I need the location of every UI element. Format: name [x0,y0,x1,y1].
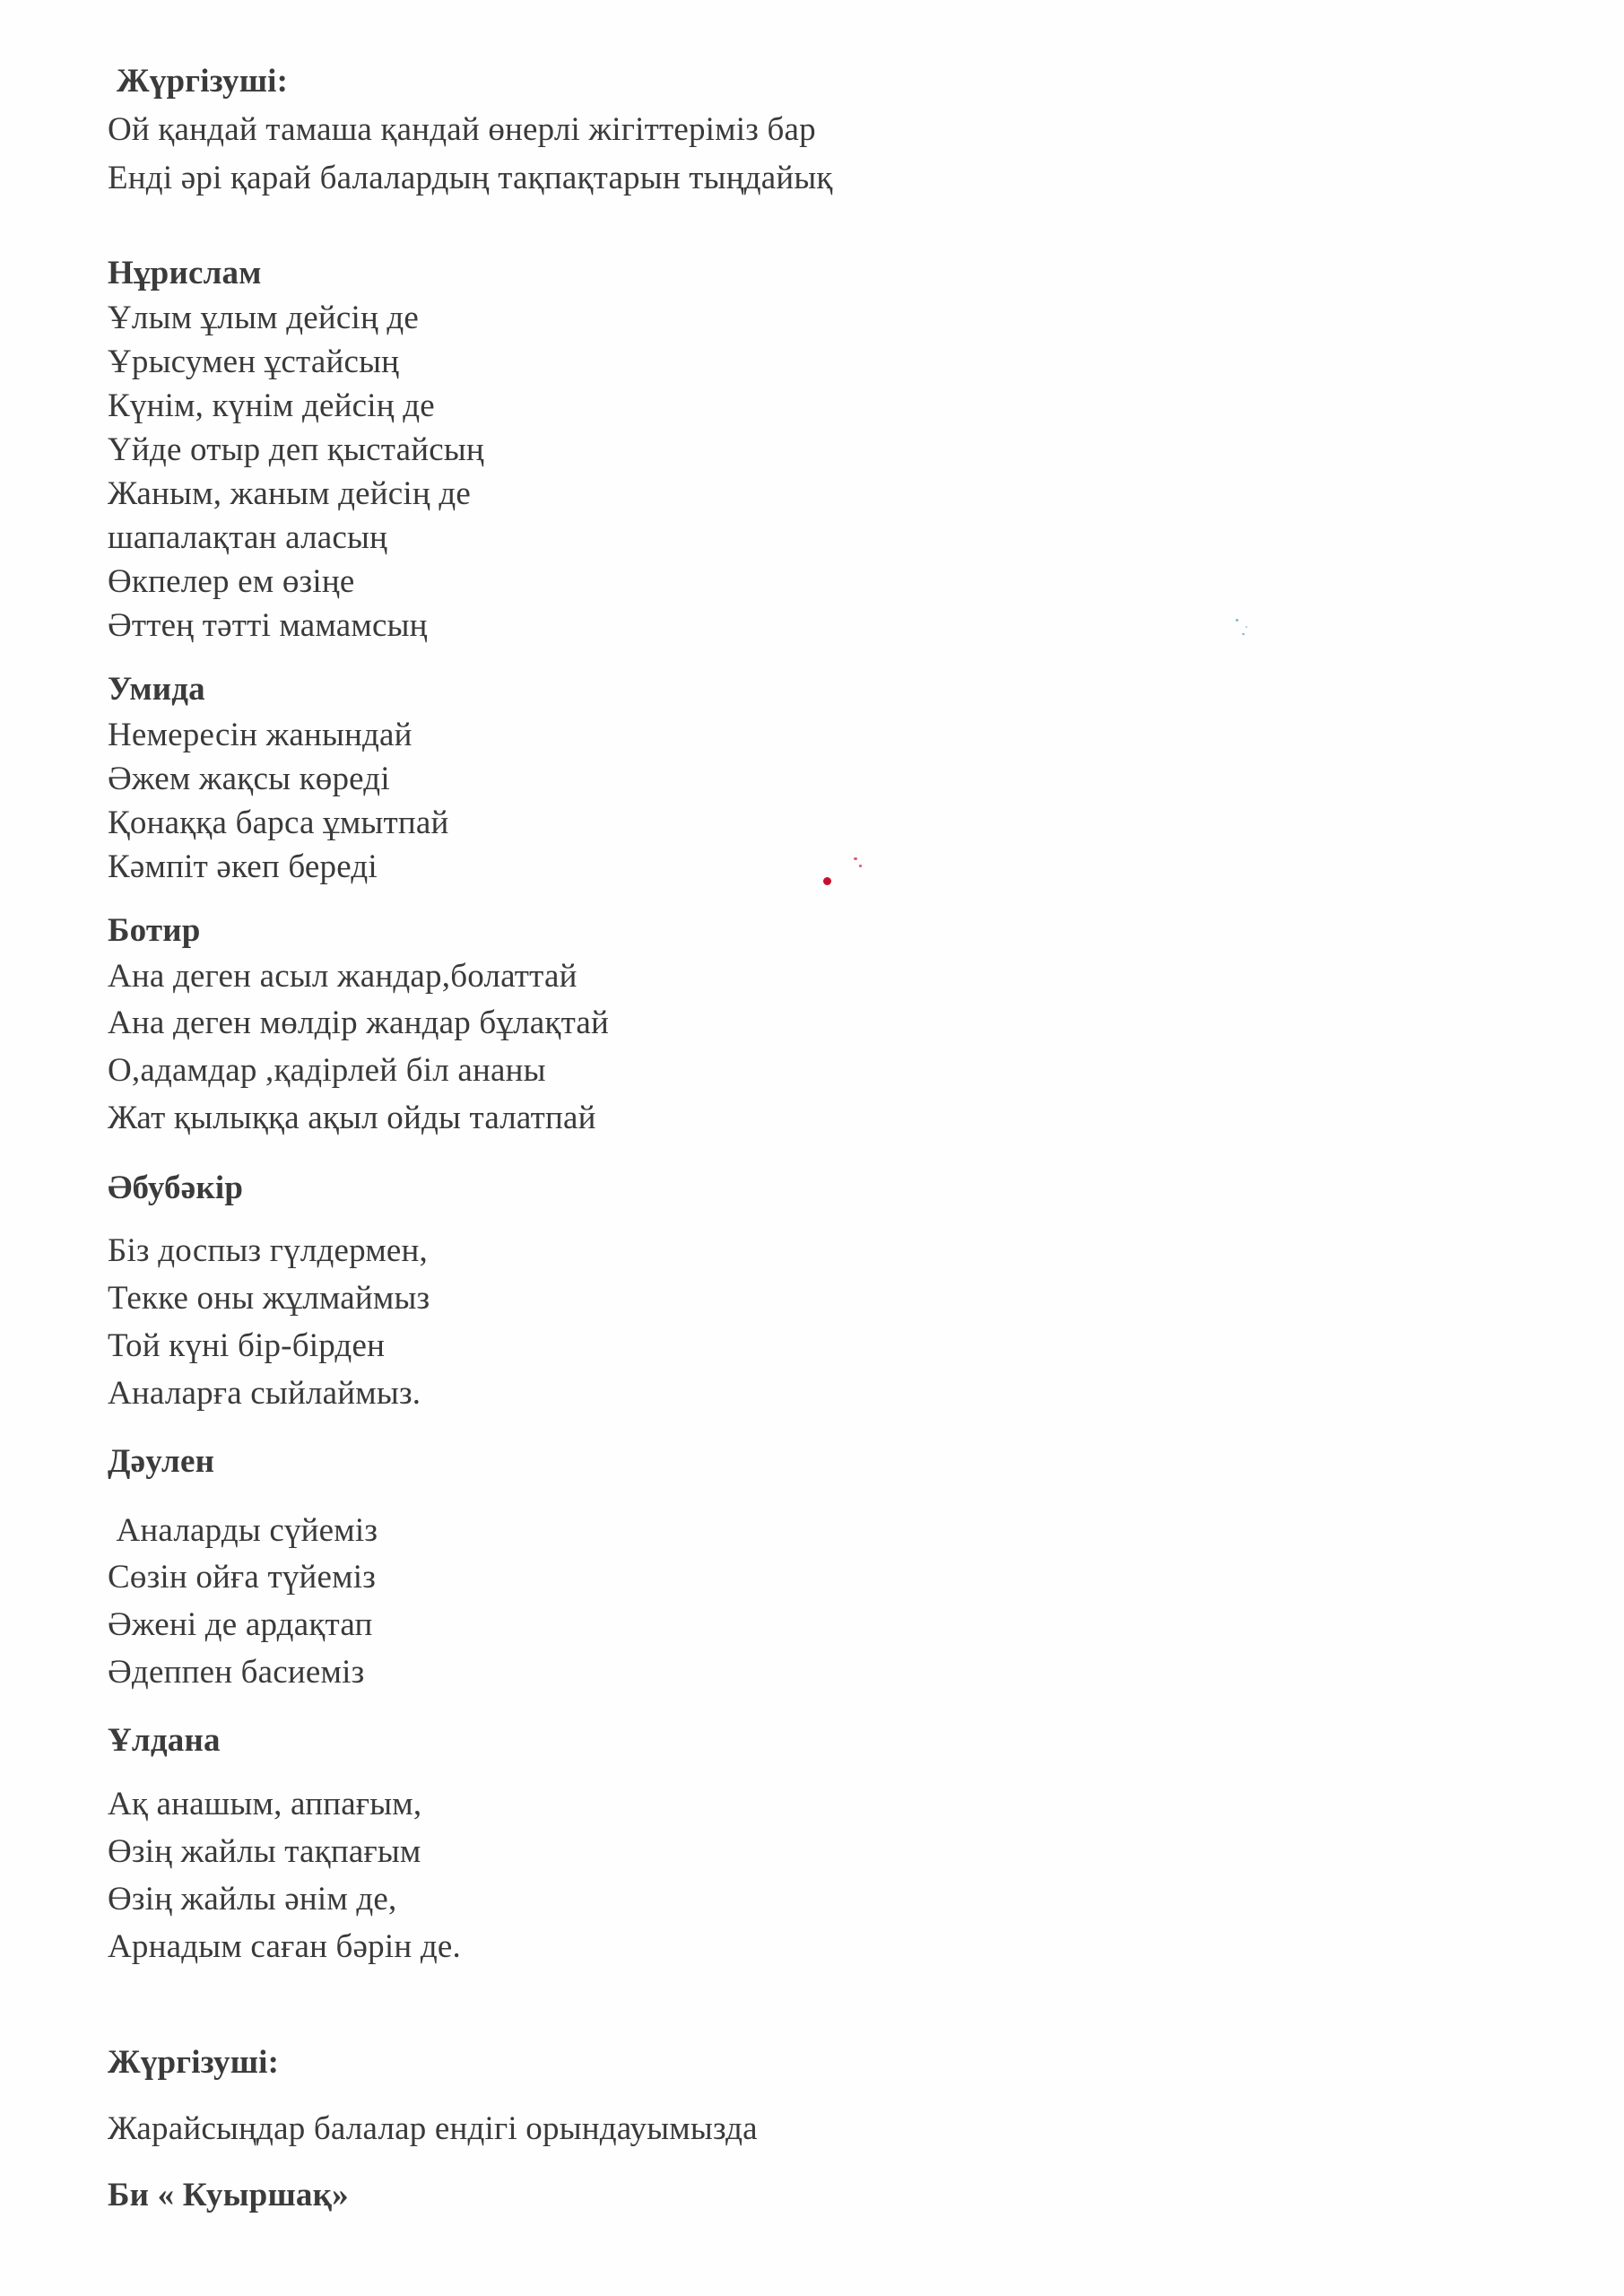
speaker-heading-botir: Ботир [108,912,201,949]
verse-line: Ақ анашым, аппағым, [108,1786,422,1822]
speaker-heading-host-outro: Жүргізуші: [108,2044,280,2081]
speaker-heading-daulen: Дәулен [108,1443,215,1480]
verse-line: Аналарға сыйлаймыз. [108,1375,421,1412]
verse-line: Қонаққа барса ұмытпай [108,804,449,841]
red-ink-speck [823,877,831,885]
dance-title: Би « Куыршақ» [108,2177,349,2213]
verse-line: Ой қандай тамаша қандай өнерлі жігіттеріміз бар [108,111,816,148]
verse-line: Ана деген мөлдір жандар бұлақтай [108,1004,610,1041]
speaker-heading-host: Жүргізуші: [117,63,289,100]
verse-line: Біз доспыз гүлдермен, [108,1232,429,1269]
red-ink-speck [854,857,857,860]
verse-line: Аналарды сүйеміз [108,1512,378,1549]
verse-line: Сөзін ойға түйеміз [108,1559,377,1596]
verse-line: Той күні бір-бірден [108,1327,386,1364]
verse-line: Өкпелер ем өзіңе [108,563,355,600]
verse-line: Арнадым саған бәрін де. [108,1928,461,1965]
verse-line: Күнім, күнім дейсің де [108,387,435,424]
red-ink-speck [859,865,862,867]
verse-line: Ұрысумен ұстайсың [108,344,400,380]
verse-line: Өзің жайлы тақпағым [108,1833,421,1870]
verse-line: Енді әрі қарай балалардың тақпақтарын тыңдайық [108,160,833,196]
verse-line: Кәмпіт әкеп береді [108,848,378,885]
verse-line: Жат қылыққа ақыл ойды талатпай [108,1100,596,1136]
teal-ink-speck [1242,633,1245,635]
verse-line: Жаным, жаным дейсің де [108,475,471,512]
speaker-heading-abubakir: Әбубәкір [108,1170,244,1206]
verse-line: О,адамдар ,қадірлей біл ананы [108,1052,546,1089]
verse-line: Немересін жанындай [108,717,413,753]
verse-line: Әжем жақсы көреді [108,761,390,797]
verse-line: Текке оны жұлмаймыз [108,1280,430,1317]
teal-ink-speck [1246,626,1247,628]
verse-line: Әттең тәтті мамамсың [108,607,428,644]
verse-line: Әдеппен басиеміз [108,1654,365,1691]
verse-line: шапалақтан аласың [108,519,388,556]
speaker-heading-uldana: Ұлдана [108,1722,221,1759]
verse-line: Үйде отыр деп қыстайсың [108,431,484,468]
verse-line: Ана деген асыл жандар,болаттай [108,958,578,995]
verse-line: Жарайсыңдар балалар ендігі орындауымызда [108,2110,758,2147]
verse-line: Өзің жайлы әнім де, [108,1881,397,1918]
teal-ink-speck [1236,619,1238,622]
speaker-heading-umida: Умида [108,671,205,708]
verse-line: Ұлым ұлым дейсің де [108,300,420,336]
verse-line: Әжені де ардақтап [108,1606,373,1643]
speaker-heading-nurislam: Нұрислам [108,255,262,291]
